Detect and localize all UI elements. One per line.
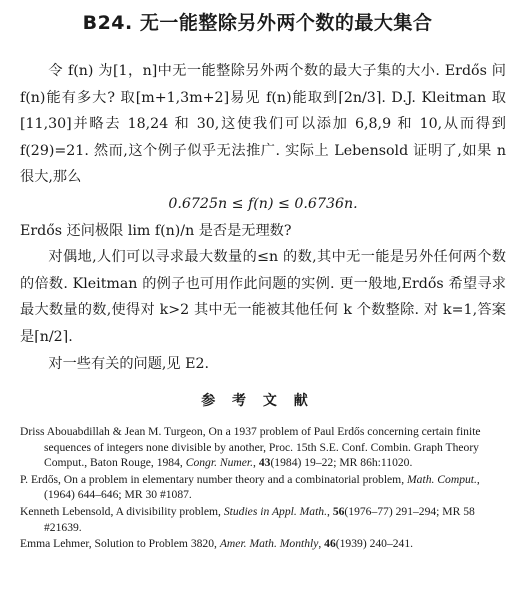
section-title: B24. 无一能整除另外两个数的最大集合: [82, 12, 433, 34]
reference-volume: 56: [332, 504, 345, 518]
reference-separator: ,: [327, 504, 333, 518]
reference-separator: ,: [318, 537, 325, 551]
reference-volume: 46: [324, 537, 336, 551]
paragraph-dual-problem: 对偶地,人们可以寻求最大数量的≤n 的数,其中无一能是另外任何两个数的倍数. Kleitman 的例子也可用作此问题的实例. 更一般地,Erdős 希望寻求最大数量的数,使得对 k>2 其中无一能被其他任何 k 个数整除. 对 k=1,答案是⌈n/2⌉.: [20, 249, 506, 345]
reference-item: [20, 504, 504, 535]
reference-journal: Congr. Numer.: [185, 456, 254, 470]
paragraph-question: Erdős 还问极限 lim f(n)/n 是否是无理数?: [20, 222, 292, 239]
reference-tail: (1939) 240–241.: [335, 537, 414, 551]
paragraph-definition: 令 f(n) 为[1，n]中无一能整除另外两个数的最大子集的大小. Erdős 问 f(n)能有多大? 取[m+1,3m+2]易见 f(n)能取到⌈2n/3⌉. D.J. Kleitman 取[11,30]并略去 18,24 和 30,这使我们可以添加 6,8,9 和 10,从而得到 f(29)=21. 然而,这个例子似乎无法推广. 实际上 Lebensold 证明了,如果 n 很大,那么: [20, 63, 506, 186]
reference-item: [20, 424, 504, 471]
reference-text: P. Erdős, On a problem in elementary number theory and a combinatorial problem,: [20, 472, 405, 486]
reference-text: Kenneth Lebensold, A divisibility problem,: [20, 504, 221, 518]
reference-text: Driss Abouabdillah & Jean M. Turgeon, On a 1937 problem of Paul Erdős concerning certain finite sequences of integers none divisible by another, Proc. 15th S.E. Conf. Combin. Graph Theory Comput., Baton Rouge, 1984,: [20, 425, 481, 470]
reference-journal: Amer. Math. Monthly: [219, 537, 319, 551]
inequality-formula: 0.6725n ≤ f(n) ≤ 0.6736n.: [168, 195, 358, 212]
body-text: [20, 58, 506, 377]
reference-volume: 43: [258, 456, 271, 470]
reference-separator: ,: [253, 456, 259, 470]
reference-item: [20, 472, 504, 503]
reference-journal: Studies in Appl. Math.: [223, 504, 328, 518]
reference-text: Emma Lehmer, Solution to Problem 3820,: [20, 537, 217, 551]
reference-tail: (1964) 644–646; MR 30 #1087.: [44, 488, 192, 502]
reference-item: [20, 536, 504, 552]
references-list: [20, 424, 504, 553]
reference-tail: (1976–77) 291–294; MR 58 #21639.: [44, 504, 475, 534]
reference-tail: (1984) 19–22; MR 86h:11020.: [270, 456, 413, 470]
reference-separator: ,: [476, 472, 480, 486]
paragraph-related: 对一些有关的问题,见 E2.: [48, 355, 209, 372]
reference-journal: Math. Comput.: [407, 472, 477, 486]
references-heading: 参 考 文 献: [201, 393, 314, 409]
